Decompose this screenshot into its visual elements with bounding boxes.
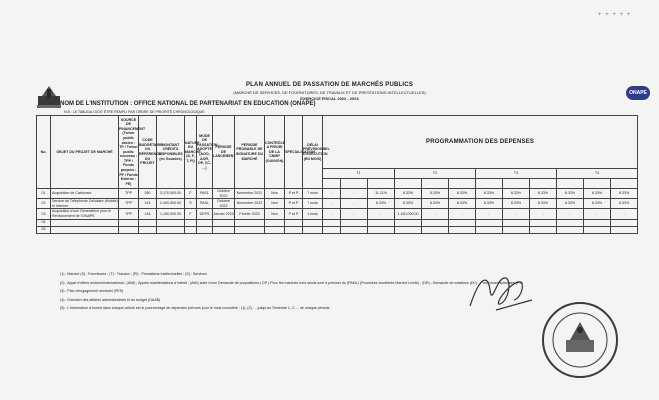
priority-note: N.B : LE TABLEAU DOIT ÊTRE REMPLI PAR ORDRE DE PRIORITÉ CHRONOLOGIQUE — [64, 110, 205, 114]
official-stamp — [540, 300, 620, 380]
cell-month: - — [341, 189, 368, 199]
empty-row: 05 — [37, 226, 638, 233]
col-header-code: CODE BUDGÉTAIRE OU RÉFÉRENCE DU PROJET — [139, 116, 157, 189]
col-header-signature: PÉRIODE PROBABLE DE SIGNATURE DU MARCHÉ — [235, 116, 265, 189]
cell-month: - — [323, 209, 341, 219]
table-row — [37, 209, 638, 219]
cell-month: - — [368, 209, 395, 219]
cell-launch: Octobre 2022 — [213, 199, 235, 209]
col-header-specialisation: SPÉCIALISATION — [285, 116, 303, 189]
cell-delay: 7 mois — [303, 199, 323, 209]
cell-no: 03 — [37, 209, 51, 219]
cell-month: 8.33% — [557, 199, 584, 209]
cell-mode: PASL — [197, 189, 213, 199]
cell-cnmp: Non — [265, 209, 285, 219]
cell-amount: 1,150,000.00 — [157, 209, 185, 219]
cell-month: 8.33% — [395, 199, 422, 209]
empty-row: 04 — [37, 219, 638, 226]
cell-month: - — [611, 209, 638, 219]
cell-source: TPP — [119, 199, 139, 209]
cell-delay: 7 mois — [303, 189, 323, 199]
cell-month: 8.33% — [368, 199, 395, 209]
cell-month: 8.33% — [584, 189, 611, 199]
cell-month: 8.33% — [503, 189, 530, 199]
cell-cnmp: Non — [265, 199, 285, 209]
procurement-plan-table — [36, 115, 638, 234]
cell-signature: Février 2023 — [235, 209, 265, 219]
col-header-object: OBJET DU PROJET DE MARCHÉ — [51, 116, 119, 189]
cell-month: 8.33% — [557, 189, 584, 199]
cell-month: 8.33% — [530, 199, 557, 209]
col-header-delay: DÉLAI PRÉVISIONNEL D'EXÉCUTION (EN MOIS) — [303, 116, 323, 189]
cell-code: 144 — [139, 199, 157, 209]
cell-no: 01 — [37, 189, 51, 199]
cell-nature: F — [185, 189, 197, 199]
fiscal-year: EXERCICE FISCAL 2022 - 2023 — [300, 96, 359, 101]
cell-launch: Octobre 2022 — [213, 189, 235, 199]
cell-month: - — [422, 209, 449, 219]
cell-month: 8.33% — [395, 189, 422, 199]
cell-cnmp: Non — [265, 189, 285, 199]
cell-nature: S — [185, 199, 197, 209]
cell-object: Acquisition de Carburant — [51, 189, 119, 199]
quarter-header: T1 — [323, 169, 395, 179]
table-row — [37, 189, 638, 199]
cell-delay: 1 mois — [303, 209, 323, 219]
cell-month: 8.33% — [476, 189, 503, 199]
cell-object: Service de Téléphonie Cellulaire (Mobile) et Internet — [52, 199, 118, 208]
onape-logo: ONAPE — [626, 86, 650, 100]
quarter-header: T4 — [557, 169, 638, 179]
cell-month: - — [584, 209, 611, 219]
top-mark: + + + + + — [598, 12, 632, 18]
footnote: (1) : Marché (S) : Fournitures ; (T) : Travaux ; (PI) : Prestations Intellectuelles ; (S) : Services — [60, 272, 207, 276]
table-row — [37, 199, 638, 209]
cell-month: 11.11% — [368, 189, 395, 199]
cell-month: 8.33% — [530, 189, 557, 199]
handwritten-signature — [466, 270, 536, 318]
cell-nature: F — [185, 209, 197, 219]
cell-no: 02 — [37, 199, 51, 209]
quarter-header: T2 — [395, 169, 476, 179]
cell-month: - — [449, 209, 476, 219]
quarter-header: T3 — [476, 169, 557, 179]
cell-month: - — [341, 209, 368, 219]
institution-label: NOM DE L'INSTITUTION : — [60, 101, 133, 107]
institution-line — [60, 101, 316, 107]
cell-month: 8.33% — [449, 189, 476, 199]
cell-amount: 3,170,000.00 — [157, 189, 185, 199]
cell-month: 1,150,000.00 — [395, 209, 422, 219]
cell-month: 8.33% — [503, 199, 530, 209]
cell-source: TPP — [119, 189, 139, 199]
cell-spec: P et P — [285, 199, 303, 209]
col-header-mode: MODE DE PASSATION ADOPTÉ (AOO, AOR, DP, CC, ...) — [197, 116, 213, 189]
cell-month: - — [557, 209, 584, 219]
cell-month: 8.33% — [422, 199, 449, 209]
col-header-no: No. — [37, 116, 51, 189]
col-header-nature: NATURE DU MARCHÉ (S, F, T, PI) — [185, 116, 197, 189]
cell-signature: Novembre 2022 — [235, 199, 265, 209]
document-title: PLAN ANNUEL DE PASSATION DE MARCHÉS PUBLICS — [245, 82, 414, 88]
cell-month: - — [503, 209, 530, 219]
cell-launch: Janvier 2023 — [213, 209, 235, 219]
cell-object: Acquisition d'une Génératrice pour le Renforcement de l'ONAPE — [51, 209, 119, 219]
cell-month: 8.33% — [611, 189, 638, 199]
cell-month: 8.33% — [584, 199, 611, 209]
footnote: (5) : L'information à fournir dans chaque cellule est le pourcentage de dépenses prévues pour le mois considéré ; (1), (2), ... jusqu'au Trimestre 1, 2, ... de chaque période — [60, 306, 330, 310]
document-subtitle: (MARCHÉ DE SERVICES, DE FOURNITURES, DE TRAVAUX ET DE PRESTATIONS INTELLECTUELLES) — [233, 90, 426, 95]
col-header-launch: PÉRIODE DE LANCEMENT — [213, 116, 235, 189]
cell-month: - — [476, 209, 503, 219]
cell-month: 8.33% — [422, 189, 449, 199]
footnote: (4) : Direction des affaires administratives et du budget (DAAB) — [60, 297, 161, 302]
cell-code: 144 — [139, 209, 157, 219]
col-header-source: SOURCE DE FINANCEMENT (Trésor public ancien : TP / Trésor public nouveau : TPP / Fonds propres : FP / Fonds Externe : FE) — [119, 116, 139, 189]
cell-month: - — [341, 199, 368, 209]
cell-source: TPP — [119, 209, 139, 219]
cell-month: - — [323, 199, 341, 209]
footnote: (2) : Appel d'offres restreint/international ; (AMI) ; Appels manifestations d'intérêt ; (AMI) suite d'une Demande de propositions ( DP ) Pour les marchés hors seuils sont à préciser du (PAML) (Procédure Accélérée Marché Limité) ; (DR) ; Demande de cotations (DC) ; Procédures spéciales (PS) — [60, 280, 523, 285]
cell-mode: DEPS — [197, 209, 213, 219]
footnote: (3) : Plan d'engagement sectoriel (PES) — [60, 289, 124, 293]
programmation-title: PROGRAMMATION DES DEPENSES — [323, 116, 638, 169]
cell-month: 8.33% — [476, 199, 503, 209]
col-header-cnmp: CONTRÔLE A PRIORI DE LA CNMP (OUI/NON) — [265, 116, 285, 189]
cell-code: 260 — [139, 189, 157, 199]
cell-mode: PASL — [197, 199, 213, 209]
col-header-amount: MONTANT CRÉDITS DISPONIBLES (en Gourdes) — [157, 116, 185, 189]
cell-month: 8.33% — [449, 199, 476, 209]
cell-signature: Novembre 2022 — [235, 189, 265, 199]
cell-amount: 2,400,000.00 — [157, 199, 185, 209]
cell-month: - — [530, 209, 557, 219]
cell-spec: P et P — [285, 209, 303, 219]
cell-spec: P et P — [285, 189, 303, 199]
cell-month: 8.33% — [611, 199, 638, 209]
institution-name: OFFICE NATIONAL DE PARTENARIAT EN EDUCATION (ONAPE) — [133, 101, 316, 107]
cell-month: - — [323, 189, 341, 199]
